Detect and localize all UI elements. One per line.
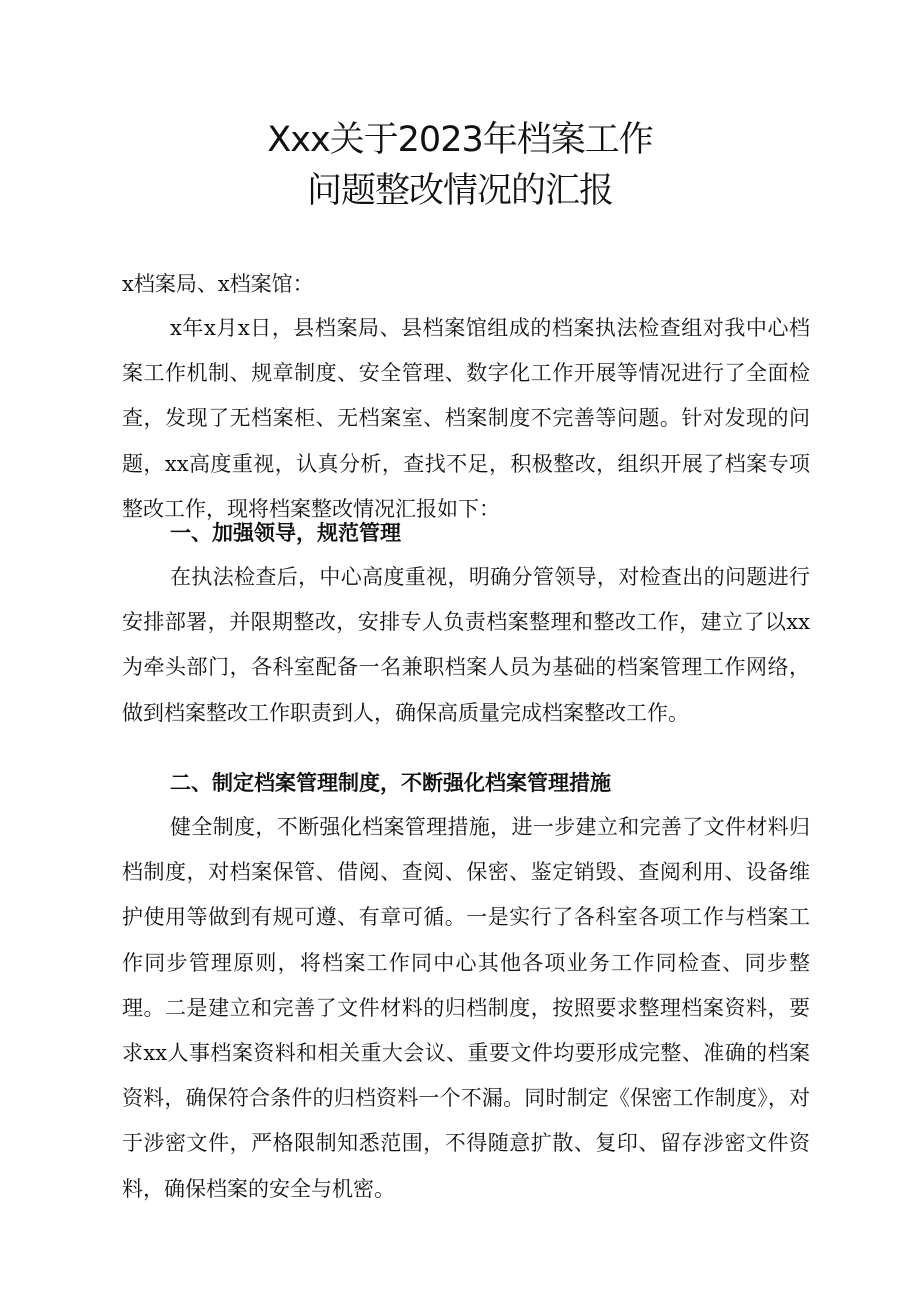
document-title-line-1: Xxx关于2023年档案工作 bbox=[267, 120, 653, 160]
document-title-line-2: 问题整改情况的汇报 bbox=[306, 171, 613, 211]
intro-paragraph: x年x月x日，县档案局、县档案馆组成的档案执法检查组对我中心档案工作机制、规章制度、安全管理、数字化工作开展等情况进行了全面检查，发现了无档案柜、无档案室、档案制度不完善等问题。针对发现的问题，xx高度重视，认真分析，查找不足，积极整改，组织开展了档案专项整改工作，现将档案整改情况汇报如下： bbox=[122, 316, 810, 521]
section-2-paragraph: 健全制度，不断强化档案管理措施，进一步建立和完善了文件材料归档制度，对档案保管、借阅、查阅、保密、鉴定销毁、查阅利用、设备维护使用等做到有规可遵、有章可循。一是实行了各科室各项工作与档案工作同步管理原则，将档案工作同中心其他各项业务工作同检查、同步整理。二是建立和完善了文件材料的归档制度，按照要求整理档案资料，要求xx人事档案资料和相关重大会议、重要文件均要形成完整、准确的档案资料，确保符合条件的归档资料一个不漏。同时制定《保密工作制度》，对于涉密文件，严格限制知悉范围，不得随意扩散、复印、留存涉密文件资料，确保档案的安全与机密。 bbox=[122, 815, 810, 1201]
salutation: x档案局、x档案馆： bbox=[122, 272, 314, 296]
section-heading-2: 二、制定档案管理制度，不断强化档案管理措施 bbox=[170, 770, 611, 795]
section-heading-1: 一、加强领导，规范管理 bbox=[170, 520, 401, 545]
section-1-paragraph: 在执法检查后，中心高度重视，明确分管领导，对检查出的问题进行安排部署，并限期整改，安排专人负责档案整理和整改工作，建立了以xx为牵头部门，各科室配备一名兼职档案人员为基础的档案管理工作网络，做到档案整改工作职责到人，确保高质量完成档案整改工作。 bbox=[122, 565, 810, 725]
